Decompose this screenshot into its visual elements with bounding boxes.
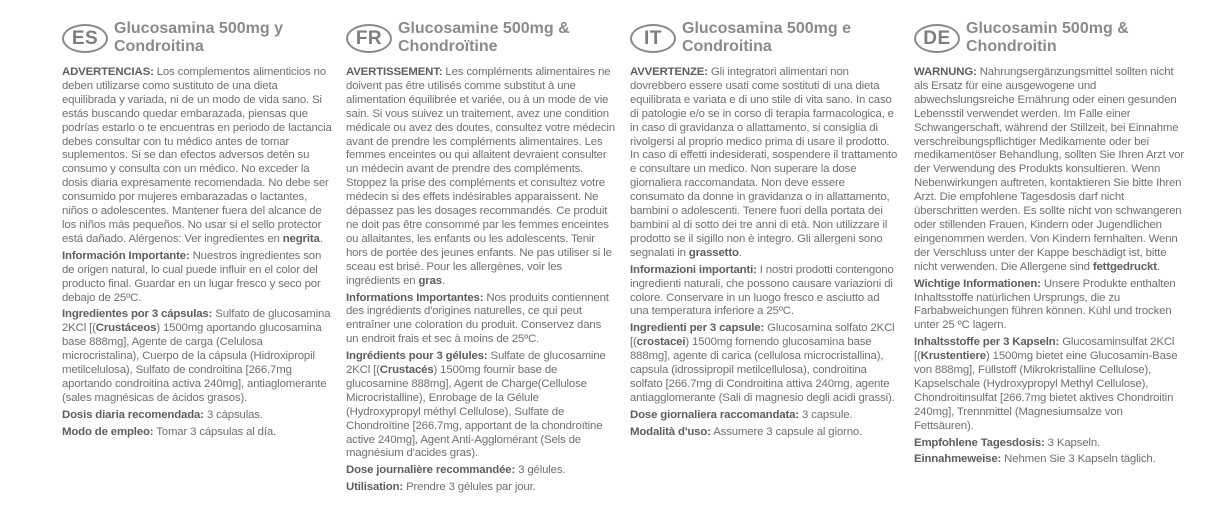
usage-text: Tomar 3 cápsulas al día. [153, 425, 277, 438]
allergen-bold: Crustáceos [95, 322, 157, 335]
ingredients-section [62, 308, 332, 405]
warning-bold: negrita [282, 232, 320, 245]
dose-section [62, 409, 332, 423]
ingredients-section [630, 322, 900, 405]
dose-text: 3 Kapseln. [1044, 436, 1101, 449]
column-es [62, 20, 332, 443]
warning-section [630, 66, 900, 261]
usage-label: Einnahmeweise: [914, 453, 1002, 466]
column-fr [346, 20, 616, 498]
info-label: Información Importante: [62, 249, 190, 262]
warning-label: AVVERTENZE: [630, 66, 708, 78]
usage-section [62, 426, 332, 440]
dose-text: 3 gélules. [515, 464, 566, 477]
info-label: Wichtige Informationen: [914, 277, 1041, 290]
ingredients-label: Ingredientes por 3 cápsulas: [62, 308, 213, 321]
ingredients-label: Ingrédients pour 3 gélules: [346, 350, 488, 363]
product-title: Glucosamina 500mg e Condroitina [682, 20, 851, 55]
dose-label: Empfohlene Tagesdosis: [914, 436, 1045, 449]
info-section [62, 250, 332, 306]
dose-text: 3 capsule. [798, 408, 853, 421]
info-text: I nostri prodotti contengono ingredienti naturali, che possono causare variazioni di colore. Conservare in un luogo fresco e asciutto ad una temperatura inferiore a 25ºC. [630, 263, 894, 318]
column-header [346, 20, 616, 66]
dose-section [630, 409, 900, 423]
usage-label: Utilisation: [346, 481, 404, 494]
usage-section [914, 453, 1184, 467]
dose-text: 3 cápsulas. [203, 408, 263, 421]
column-body [62, 66, 332, 440]
language-badge-de: DE [914, 24, 960, 53]
ingredients-post: ) 1500mg aportando glucosamina base 888mg], Agente de carga (Celulosa microcristalina), Cuerpo de la cápsula (Hidroxipropil metilcelulosa), Sulfato de condroitina [266.7mg aportando condroitina activa 240mg], antiaglomerante (sales magnésicas de ácidos grasos). [62, 322, 327, 404]
allergen-bold: Krustentiere [920, 350, 986, 363]
ingredients-pre: Glucosamina solfato 2KCl [( [630, 322, 895, 349]
usage-text: Prendre 3 gélules par jour. [403, 481, 536, 494]
language-badge-fr: FR [346, 24, 392, 53]
usage-label: Modalità d'uso: [630, 425, 711, 438]
usage-text: Assumere 3 capsule al giorno. [710, 425, 863, 438]
column-de [914, 20, 1184, 470]
warning-text: Les compléments alimentaires ne doivent pas être utilisés comme substitut à une alimentation équilibrée et variée, ou à un mode de vie sain. Si vous suivez un traitement, avez une condition médicale ou avez des doutes, consultez votre médecin avant de prendre les compléments alimentaires. Les femmes enceintes ou qui allaitent devraient consulter un médecin avant de prendre des compléments. Stoppez la prise des compléments et consultez votre médecin si des effets indésirables apparaissent. Ne dépassez pas les dosages recommandés. Ce produit ne doit pas être consommé par les femmes enceintes ou allaitantes, les enfants ou les adolescents. Tenir hors de portée des jeunes enfants. Ne pas utiliser si le sceau est brisé. Pour les allergènes, voir les ingrédients en [346, 66, 615, 287]
dose-label: Dose giornaliera raccomandata: [630, 408, 799, 421]
column-header [630, 20, 900, 66]
usage-section [346, 481, 616, 495]
ingredients-label: Inhaltsstoffe per 3 Kapseln: [914, 336, 1060, 349]
product-title: Glucosamin 500mg & Chondroitin [966, 20, 1129, 55]
info-label: Informations Importantes: [346, 291, 484, 304]
warning-end: . [441, 274, 445, 287]
warning-label: ADVERTENCIAS: [62, 66, 154, 78]
warning-end: . [319, 232, 323, 245]
info-label: Informazioni importanti: [630, 263, 757, 276]
dose-section [346, 464, 616, 478]
info-section [914, 278, 1184, 334]
column-body [630, 66, 900, 440]
warning-bold: gras [418, 274, 442, 287]
dose-section [914, 437, 1184, 451]
language-badge-es: ES [62, 24, 108, 53]
column-it [630, 20, 900, 443]
warning-section [914, 66, 1184, 275]
warning-end: . [738, 246, 742, 259]
ingredients-pre: Sulfato de glucosamina 2KCl [( [62, 308, 331, 335]
ingredients-section [346, 350, 616, 461]
product-title: Glucosamina 500mg y Condroitina [114, 20, 283, 55]
info-text: Nuestros ingredientes son de origen natural, lo cual puede influir en el color del producto final. Guardar en un lugar fresco y seco por debajo de 25ºC. [62, 249, 322, 304]
ingredients-label: Ingredienti per 3 capsule: [630, 322, 765, 335]
warning-bold: grassetto [688, 246, 739, 259]
usage-label: Modo de empleo: [62, 425, 154, 438]
allergen-bold: crostacei [636, 336, 686, 349]
column-header [62, 20, 332, 66]
warning-label: WARNUNG: [914, 66, 977, 78]
info-text: Nos produits contiennent des ingrédients d'origines naturelles, ce qui peut entraîner une coloration du produit. Conservez dans un endroit frais et sec à moins de 25ºC. [346, 291, 609, 346]
ingredients-post: ) 1500mg bietet eine Glucosamin-Base von 888mg], Füllstoff (Mikrokristalline Cellulose), Kapselschale (Hydroxypropyl Methyl Cellulose), Chondroitinsulfat [266.7mg bietet aktives Chondroitin 240mg], Trennmittel (Magnesiumsalze von Fettsäuren). [914, 350, 1178, 432]
warning-label: AVERTISSEMENT: [346, 66, 443, 78]
usage-section [630, 426, 900, 440]
dose-label: Dosis diaria recomendada: [62, 408, 204, 421]
ingredients-section [914, 336, 1184, 433]
product-title: Glucosamine 500mg & Chondroïtine [398, 20, 570, 55]
info-text: Unsere Produkte enthalten Inhaltsstoffe natürlichen Ursprungs, die zu Farbabweichungen führen können. Kühl und trocken unter 25 ºC lagern. [914, 277, 1176, 332]
warning-text: Los complementos alimenticios no deben utilizarse como sustituto de una dieta equilibrada y variada, ni de un modo de vida sano. Si estás buscando quedar embarazada, piensas que podrías estarlo o te encuentras en periodo de lactancia debes consultar con tu médico antes de tomar suplementos. Si se dan efectos adversos detén su consumo y consulta con un médico. No exceder la dosis diaria expresamente recomendada. No debe ser consumido por mujeres embarazadas o lactantes, niños o adolescentes. Mantener fuera del alcance de los niños más pequeños. No usar si el sello protector está dañado. Alérgenos: Ver ingredientes en [62, 66, 332, 245]
ingredients-pre: Sulfate de glucosamine 2KCl [( [346, 350, 606, 377]
column-header [914, 20, 1184, 66]
warning-end: . [1156, 260, 1160, 273]
usage-text: Nehmen Sie 3 Kapseln täglich. [1001, 453, 1156, 466]
language-badge-it: IT [630, 24, 676, 53]
warning-section [346, 66, 616, 289]
warning-section [62, 66, 332, 247]
allergen-bold: Crustacés [379, 364, 434, 377]
info-section [630, 264, 900, 320]
column-body [914, 66, 1184, 467]
ingredients-pre: Glucosaminsulfat 2KCl [( [914, 336, 1175, 363]
ingredients-post: ) 1500mg fornendo glucosamina base 888mg], agente di carica (cellulosa microcristallina), capsula (idrossipropil metilcellulosa), condroitina solfato [266.7mg di Condroitina attiva 240mg, agente antiagglomerante (Sali di magnesio degli acidi grassi). [630, 336, 895, 404]
ingredients-post: ) 1500mg fournir base de glucosamine 888mg], Agent de Charge(Cellulose Microcristalline), Enrobage de la Gélule (Hydroxypropyl méthyl Cellulose), Sulfate de Chondroïtine [266.7mg, apportant de la chondroïtine active 240mg], Agent Anti-Agglomérant (Sels de magnésium d'acides gras). [346, 364, 603, 460]
warning-text: Nahrungsergänzungsmittel sollten nicht als Ersatz für eine ausgewogene und abwechslungsreiche Ernährung oder einen gesunden Lebensstil verwendet werden. Im Falle einer Schwangerschaft, während der Stillzeit, bei Einnahme verschreibungspflichtiger Medikamente oder bei medikamentöser Behandlung, sollten Sie Ihren Arzt vor der Verwendung des Produkts konsultieren. Wenn Nebenwirkungen auftreten, kontaktieren Sie bitte Ihren Arzt. Die empfohlene Tagesdosis darf nicht überschritten werden. Es sollte nicht von schwangeren oder stillenden Frauen, Kindern oder Jugendlichen eingenommen werden. Von Kindern fernhalten. Wenn der Verschluss unter der Kappe beschädigt ist, bitte nicht verwenden. Die Allergene sind [914, 66, 1185, 273]
warning-bold: fettgedruckt [1092, 260, 1157, 273]
column-body [346, 66, 616, 495]
dose-label: Dose journalière recommandée: [346, 464, 516, 477]
warning-text: Gli integratori alimentari non dovrebbero essere usati come sostituti di una dieta equilibrata e variata e di uno stile di vita sano. In caso di patologie e/o se in corso di terapia farmacologica, e in caso di gravidanza o allattamento, si consiglia di rivolgersi al proprio medico prima di usare il prodotto. In caso di effetti indesiderati, sospendere il trattamento e consultare un medico. Non superare la dose giornaliera raccomandata. Non deve essere consumato da donne in gravidanza o in allattamento, bambini o adolescenti. Tenere fuori della portata dei bambini al di sotto dei tre anni di età. Non utilizzare il prodotto se il sigillo non è integro. Gli allergeni sono segnalati in [630, 66, 898, 259]
info-section [346, 292, 616, 348]
